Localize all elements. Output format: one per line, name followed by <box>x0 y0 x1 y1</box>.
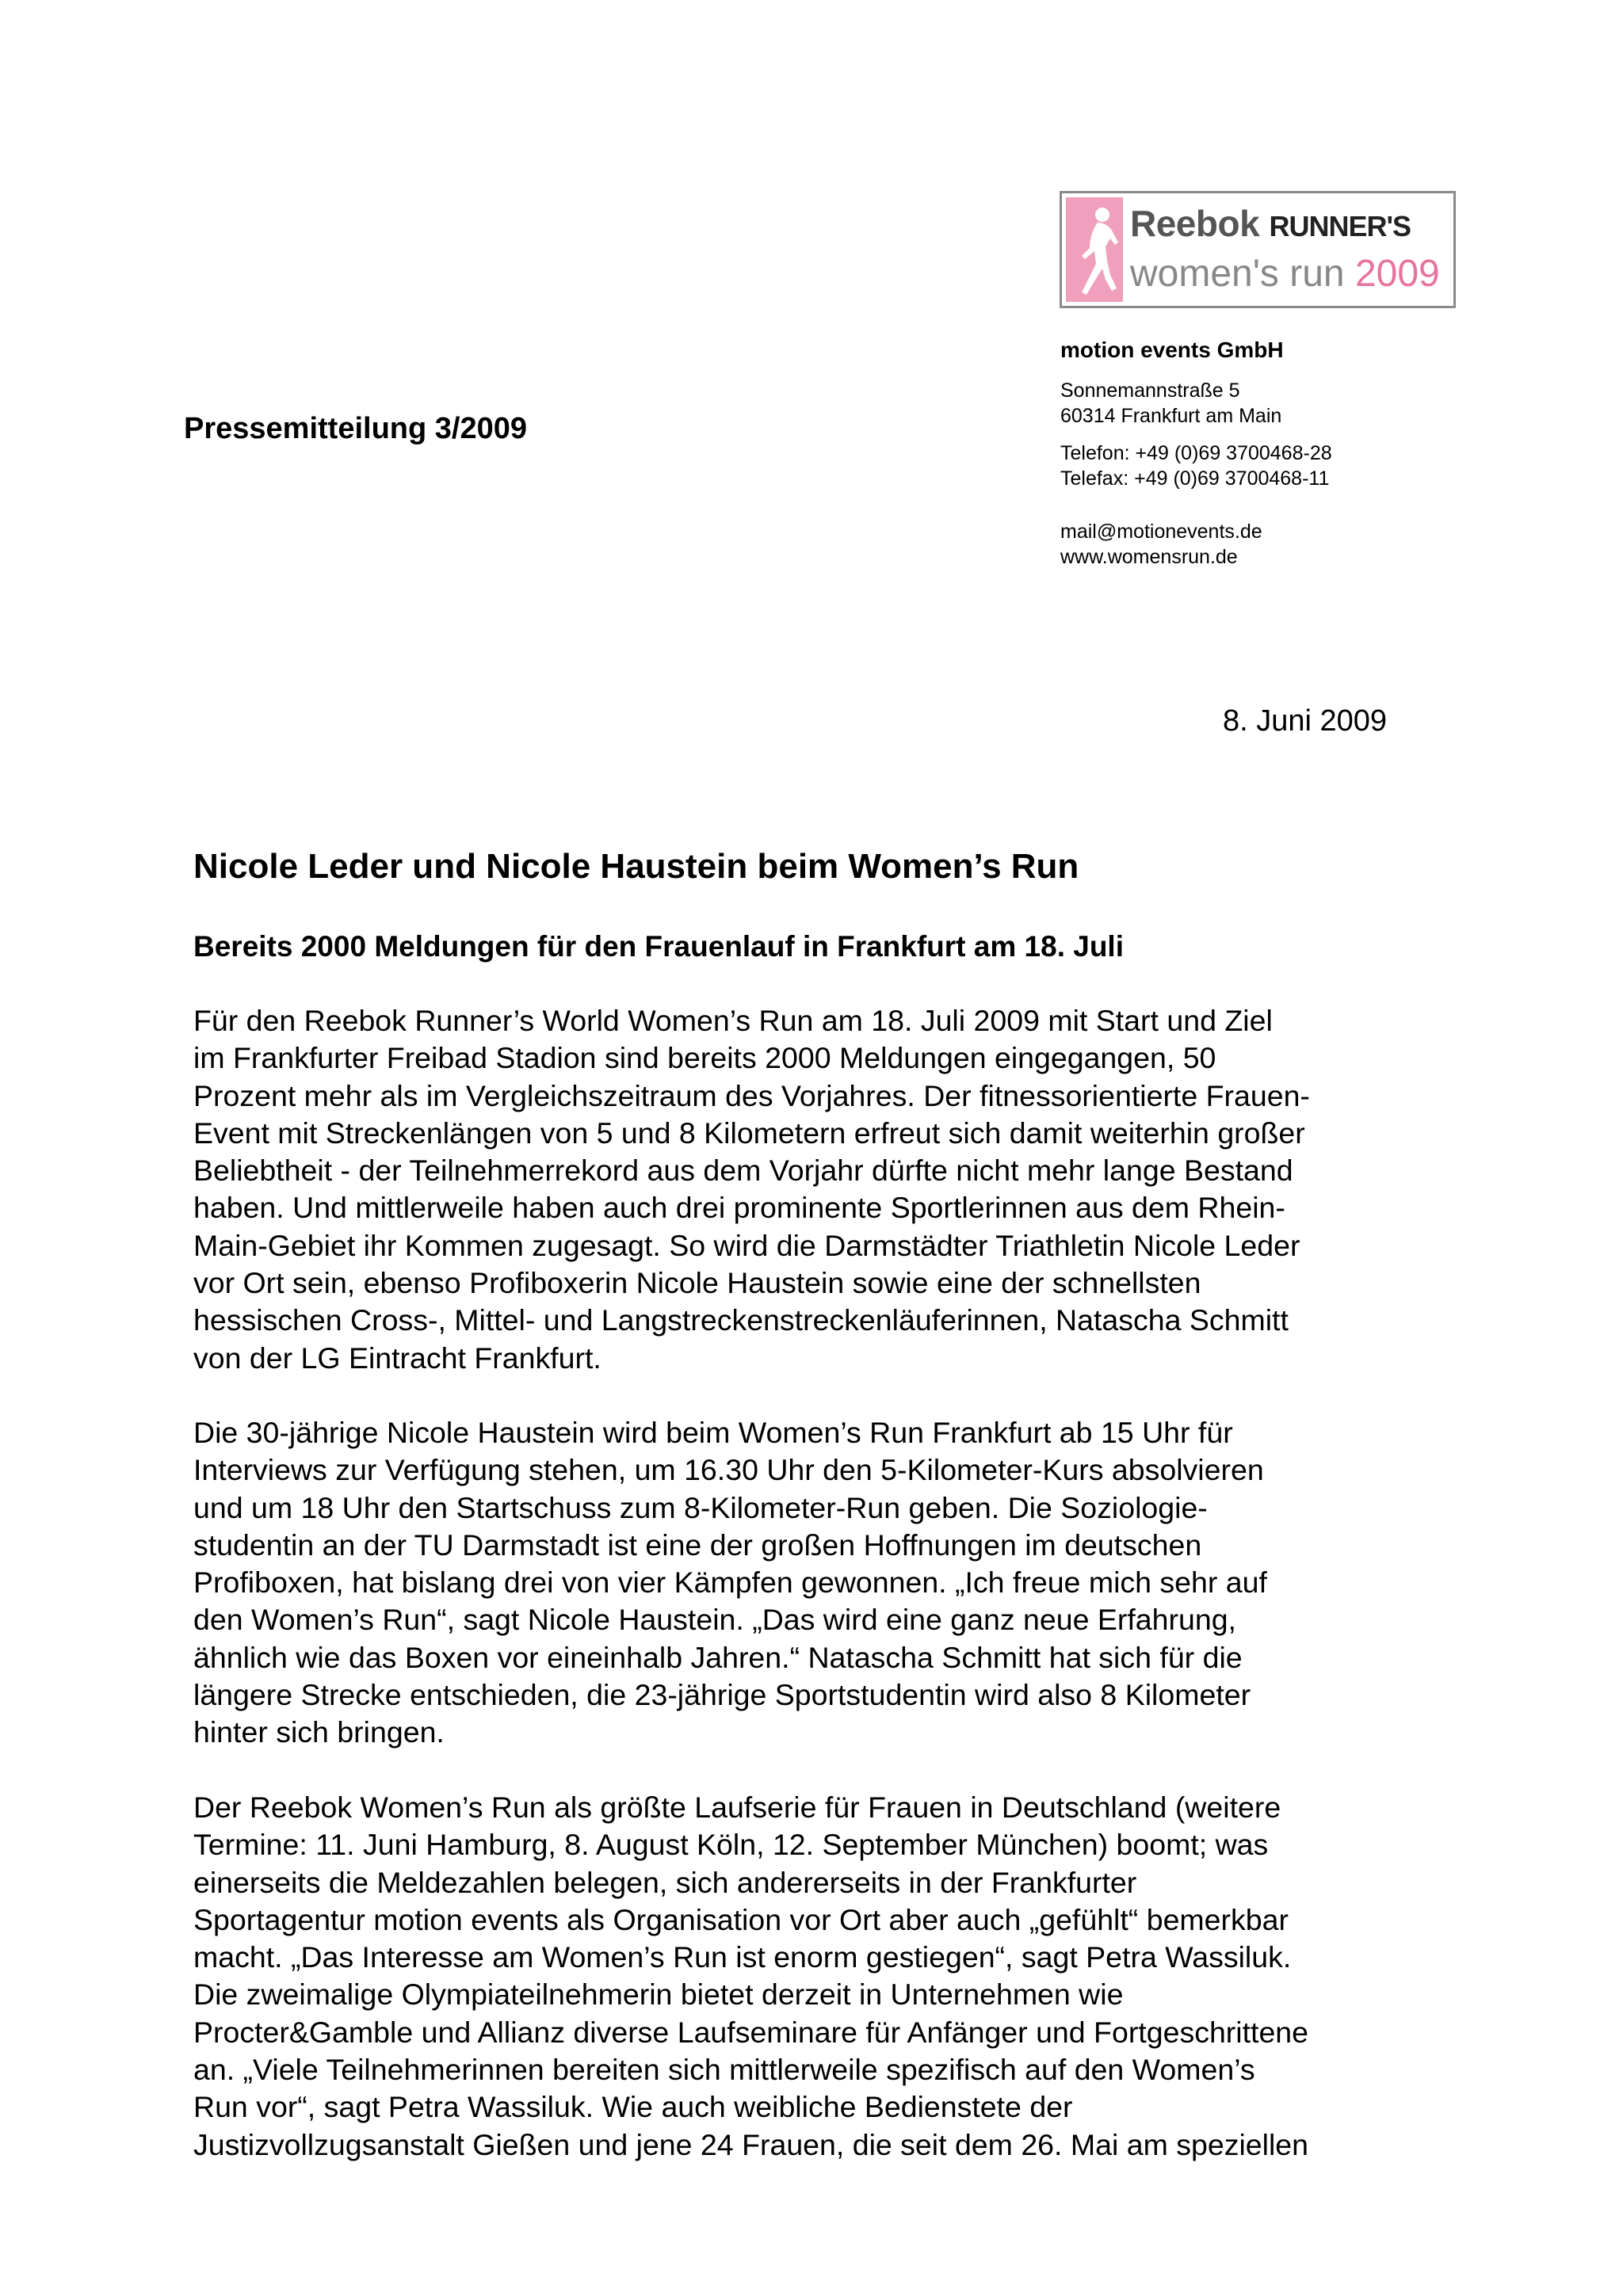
contact-fax: Telefax: +49 (0)69 3700468-11 <box>1060 467 1330 490</box>
text-line: von der LG Eintracht Frankfurt. <box>193 1341 601 1375</box>
text-line: Die 30-jährige Nicole Haustein wird beim Women’s Run Frankfurt ab 15 Uhr für <box>193 1416 1233 1449</box>
headline: Nicole Leder und Nicole Haustein beim Women’s Run <box>193 847 1079 886</box>
text-line: Interviews zur Verfügung stehen, um 16.30 Uhr den 5-Kilometer-Kurs absolvieren <box>193 1453 1264 1487</box>
company-name: motion events GmbH <box>1060 338 1284 362</box>
text-line: vor Ort sein, ebenso Profiboxerin Nicole Haustein sowie eine der schnellsten <box>193 1266 1201 1300</box>
text-line: Justizvollzugsanstalt Gießen und jene 24 Frauen, die seit dem 26. Mai am speziellen <box>193 2127 1309 2161</box>
contact-website: www.womensrun.de <box>1060 546 1238 568</box>
text-line: haben. Und mittlerweile haben auch drei prominente Sportlerinnen aus dem Rhein- <box>193 1191 1285 1225</box>
text-line: hinter sich bringen. <box>193 1715 445 1749</box>
body-paragraph-2 <box>193 1414 1461 1752</box>
text-line: Termine: 11. Juni Hamburg, 8. August Köln, 12. September München) boomt; was <box>193 1828 1269 1862</box>
text-line: an. „Viele Teilnehmerinnen bereiten sich mittlerweile spezifisch auf den Women’s <box>193 2053 1255 2087</box>
text-line: längere Strecke entschieden, die 23-jährige Sportstudentin wird also 8 Kilometer <box>193 1678 1251 1712</box>
logo-event-text: women's run 2009 <box>1130 253 1440 295</box>
contact-street: Sonnemannstraße 5 <box>1060 379 1240 402</box>
logo-brand-text: Reebok RUNNER'S <box>1130 203 1411 244</box>
text-line: Prozent mehr als im Vergleichszeitraum des Vorjahres. Der fitnessorientierte Frauen- <box>193 1078 1310 1112</box>
text-line: Run vor“, sagt Petra Wassiluk. Wie auch weibliche Bedienstete der <box>193 2090 1073 2124</box>
text-line: den Women’s Run“, sagt Nicole Haustein. „Das wird eine ganz neue Erfahrung, <box>193 1603 1236 1637</box>
text-line: im Frankfurter Freibad Stadion sind bereits 2000 Meldungen eingegangen, 50 <box>193 1041 1216 1075</box>
runner-silhouette-icon <box>1066 197 1123 302</box>
text-line: Die zweimalige Olympiateilnehmerin bietet derzeit in Unternehmen wie <box>193 1978 1124 2012</box>
text-line: Für den Reebok Runner’s World Women’s Run am 18. Juli 2009 mit Start und Ziel <box>193 1004 1273 1037</box>
event-logo <box>1060 191 1456 308</box>
contact-city: 60314 Frankfurt am Main <box>1060 405 1282 427</box>
text-line: ähnlich wie das Boxen vor eineinhalb Jahren.“ Natascha Schmitt hat sich für die <box>193 1640 1243 1674</box>
text-line: hessischen Cross-, Mittel- und Langstreckenstreckenläuferinnen, Natascha Schmitt <box>193 1303 1289 1337</box>
text-line: und um 18 Uhr den Startschuss zum 8-Kilometer-Run geben. Die Soziologie- <box>193 1490 1208 1524</box>
text-line: Event mit Streckenlängen von 5 und 8 Kilometern erfreut sich damit weiterhin großer <box>193 1116 1305 1150</box>
contact-phone: Telefon: +49 (0)69 3700468-28 <box>1060 442 1332 464</box>
press-release-number: Pressemitteilung 3/2009 <box>184 412 527 445</box>
body-paragraph-1 <box>193 1002 1461 1377</box>
text-line: Profiboxen, hat bislang drei von vier Kämpfen gewonnen. „Ich freue mich sehr auf <box>193 1566 1267 1600</box>
text-line: Der Reebok Women’s Run als größte Laufserie für Frauen in Deutschland (weitere <box>193 1791 1281 1824</box>
subheadline: Bereits 2000 Meldungen für den Frauenlauf in Frankfurt am 18. Juli <box>193 930 1124 963</box>
body-paragraph-3 <box>193 1789 1461 2164</box>
text-line: Beliebtheit - der Teilnehmerrekord aus dem Vorjahr dürfte nicht mehr lange Bestand <box>193 1154 1293 1188</box>
text-line: Sportagentur motion events als Organisation vor Ort aber auch „gefühlt“ bemerkbar <box>193 1902 1289 1936</box>
text-line: Procter&Gamble und Allianz diverse Laufseminare für Anfänger und Fortgeschrittene <box>193 2015 1309 2049</box>
text-line: studentin an der TU Darmstadt ist eine der großen Hoffnungen im deutschen <box>193 1527 1202 1562</box>
contact-email: mail@motionevents.de <box>1060 521 1262 543</box>
text-line: Main-Gebiet ihr Kommen zugesagt. So wird die Darmstädter Triathletin Nicole Leder <box>193 1228 1300 1262</box>
document-date: 8. Juni 2009 <box>1223 704 1388 738</box>
text-line: macht. „Das Interesse am Women’s Run ist enorm gestiegen“, sagt Petra Wassiluk. <box>193 1940 1292 1974</box>
text-line: einerseits die Meldezahlen belegen, sich andererseits in der Frankfurter <box>193 1865 1137 1899</box>
